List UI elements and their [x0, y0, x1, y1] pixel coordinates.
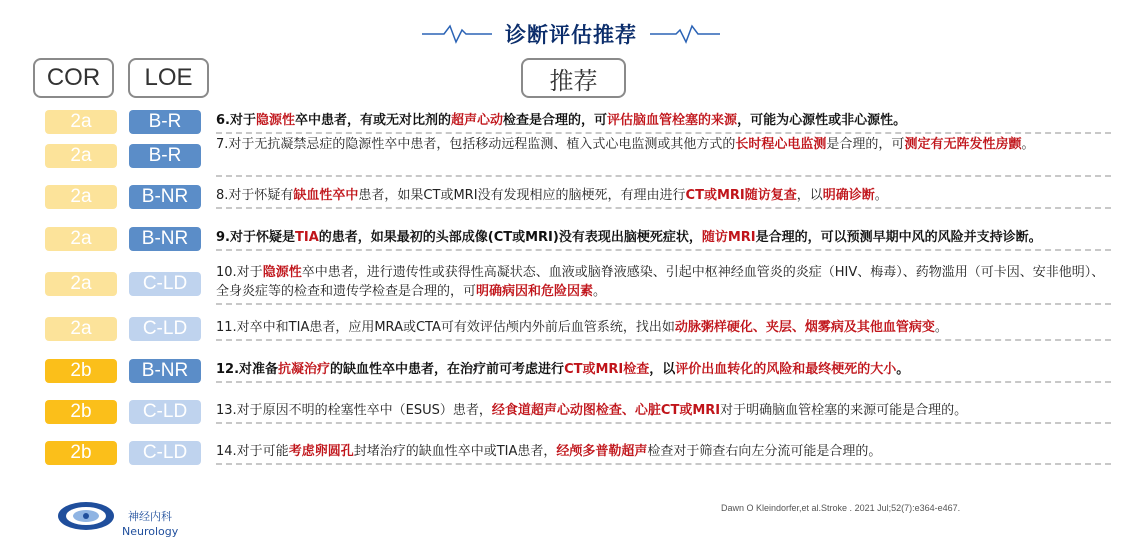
highlighted-term: 抗凝治疗	[278, 362, 331, 377]
text-segment: 9.对于怀疑是	[216, 230, 295, 245]
text-segment: 7.对于无抗凝禁忌症的隐源性卒中患者，包括移动远程监测、植入式心电监测或其他方式的	[216, 137, 736, 152]
table-row	[0, 400, 1142, 424]
text-segment: 8.对于怀疑有	[216, 188, 294, 203]
table-row	[0, 441, 1142, 465]
highlighted-term: 随访MRI	[701, 230, 756, 245]
highlighted-term: 动脉粥样硬化、夹层、烟雾病及其他血管病变	[674, 320, 935, 335]
highlighted-term: 评价出血转化的风险和最终梗死的大小	[675, 362, 897, 377]
highlighted-term: 经颅多普勒超声	[556, 444, 648, 459]
text-segment: 。	[934, 320, 948, 335]
loe-header: LOE	[128, 58, 209, 98]
page-title: 诊断评估推荐	[499, 19, 643, 49]
highlighted-term: TIA	[294, 230, 319, 245]
department-label	[122, 509, 178, 539]
department-en: Neurology	[122, 525, 179, 538]
highlighted-term: CT或MRI随访复查	[685, 188, 797, 203]
text-segment: 12.对准备	[216, 362, 279, 377]
text-segment: 检查对于筛查右向左分流可能是合理的。	[647, 444, 882, 459]
highlighted-term: 测定有无阵发性房颤	[904, 137, 1022, 152]
highlighted-term: 经食道超声心动图检查、心脏CT或MRI	[491, 403, 721, 418]
text-segment: 卒中患者，进行遗传性或获得性高凝状态、血液或脑脊液感染、引起中枢神经血管炎的炎症（HIV、梅毒）、药物滥用（可卡因、安非他明）、全身炎症等的检查和遗传学检查是合理的，可	[216, 265, 1105, 299]
highlighted-term: 评估脑血管栓塞的来源	[607, 113, 738, 128]
recommendation-text	[216, 185, 1111, 209]
text-segment: 是合理的，可	[826, 137, 905, 152]
loe-badge: C-LD	[129, 317, 201, 341]
recommendation-text	[216, 400, 1111, 424]
cor-badge: 2a	[45, 317, 117, 341]
text-segment: 13.对于原因不明的栓塞性卒中（ESUS）患者，	[216, 403, 492, 418]
table-row	[0, 110, 1142, 134]
highlighted-term: 隐源性	[262, 265, 302, 280]
text-segment: ，以	[649, 362, 676, 377]
highlighted-term: 长时程心电监测	[735, 137, 827, 152]
text-segment: 10.对于	[216, 265, 263, 280]
recommendation-text	[216, 441, 1111, 465]
cor-badge: 2a	[45, 110, 117, 134]
text-segment: 。	[1021, 137, 1035, 152]
highlighted-term: CT或MRI检查	[564, 362, 650, 377]
table-row	[0, 317, 1142, 341]
cor-badge: 2a	[45, 272, 117, 296]
text-segment: 的缺血性卒中患者，在治疗前可考虑进行	[330, 362, 565, 377]
loe-badge: B-NR	[129, 227, 201, 251]
page-title-area	[400, 14, 742, 54]
loe-badge: C-LD	[129, 441, 201, 465]
table-row	[0, 227, 1142, 251]
highlighted-term: 考虑卵圆孔	[288, 444, 354, 459]
loe-badge: B-R	[129, 144, 201, 168]
text-segment: ，以	[796, 188, 823, 203]
table-row	[0, 137, 1142, 175]
highlighted-term: 明确病因和危险因素	[476, 284, 594, 299]
highlighted-term: 隐源性	[255, 113, 295, 128]
cor-badge: 2b	[45, 359, 117, 383]
text-segment: 检查是合理的，可	[503, 113, 608, 128]
recommendation-header: 推荐	[521, 58, 626, 98]
cor-badge: 2a	[45, 144, 117, 168]
text-segment: 。	[874, 188, 888, 203]
cor-badge: 2a	[45, 227, 117, 251]
loe-badge: C-LD	[129, 272, 201, 296]
cor-header: COR	[33, 58, 114, 98]
cor-badge: 2b	[45, 441, 117, 465]
text-segment: 对于明确脑血管栓塞的来源可能是合理的。	[720, 403, 968, 418]
text-segment: ，可能为心源性或非心源性。	[737, 113, 907, 128]
recommendation-text	[216, 135, 1111, 177]
neurology-logo-icon	[55, 500, 117, 532]
department-cn: 神经内科	[128, 510, 172, 523]
recommendation-text	[216, 110, 1111, 134]
text-segment: 封堵治疗的缺血性卒中或TIA患者，	[353, 444, 557, 459]
text-segment: 卒中患者，有或无对比剂的	[295, 113, 452, 128]
recommendation-text	[216, 317, 1111, 341]
recommendation-text	[216, 359, 1111, 383]
table-row	[0, 185, 1142, 209]
table-row	[0, 359, 1142, 383]
text-segment: 是合理的，可以预测早期中风的风险并支持诊断。	[755, 230, 1042, 245]
highlighted-term: 明确诊断	[822, 188, 875, 203]
table-row	[0, 265, 1142, 303]
loe-badge: B-NR	[129, 185, 201, 209]
loe-badge: B-NR	[129, 359, 201, 383]
recommendation-text	[216, 263, 1111, 305]
recommendation-text	[216, 227, 1111, 251]
loe-badge: B-R	[129, 110, 201, 134]
text-segment: 。	[896, 362, 910, 377]
text-segment: 6.对于	[216, 113, 256, 128]
text-segment: 。	[593, 284, 607, 299]
cor-badge: 2b	[45, 400, 117, 424]
text-segment: 14.对于可能	[216, 444, 289, 459]
text-segment: 11.对卒中和TIA患者，应用MRA或CTA可有效评估颅内外前后血管系统，找出如	[216, 320, 675, 335]
loe-badge: C-LD	[129, 400, 201, 424]
highlighted-term: 超声心动	[451, 113, 504, 128]
cor-badge: 2a	[45, 185, 117, 209]
text-segment: 的患者，如果最初的头部成像(CT或MRI)没有表现出脑梗死症状，	[318, 230, 702, 245]
text-segment: 患者，如果CT或MRI没有发现相应的脑梗死，有理由进行	[358, 188, 686, 203]
reference-citation: Dawn O Kleindorfer,et al.Stroke . 2021 Jul;52(7):e364-e467.	[721, 503, 961, 513]
highlighted-term: 缺血性卒中	[293, 188, 359, 203]
